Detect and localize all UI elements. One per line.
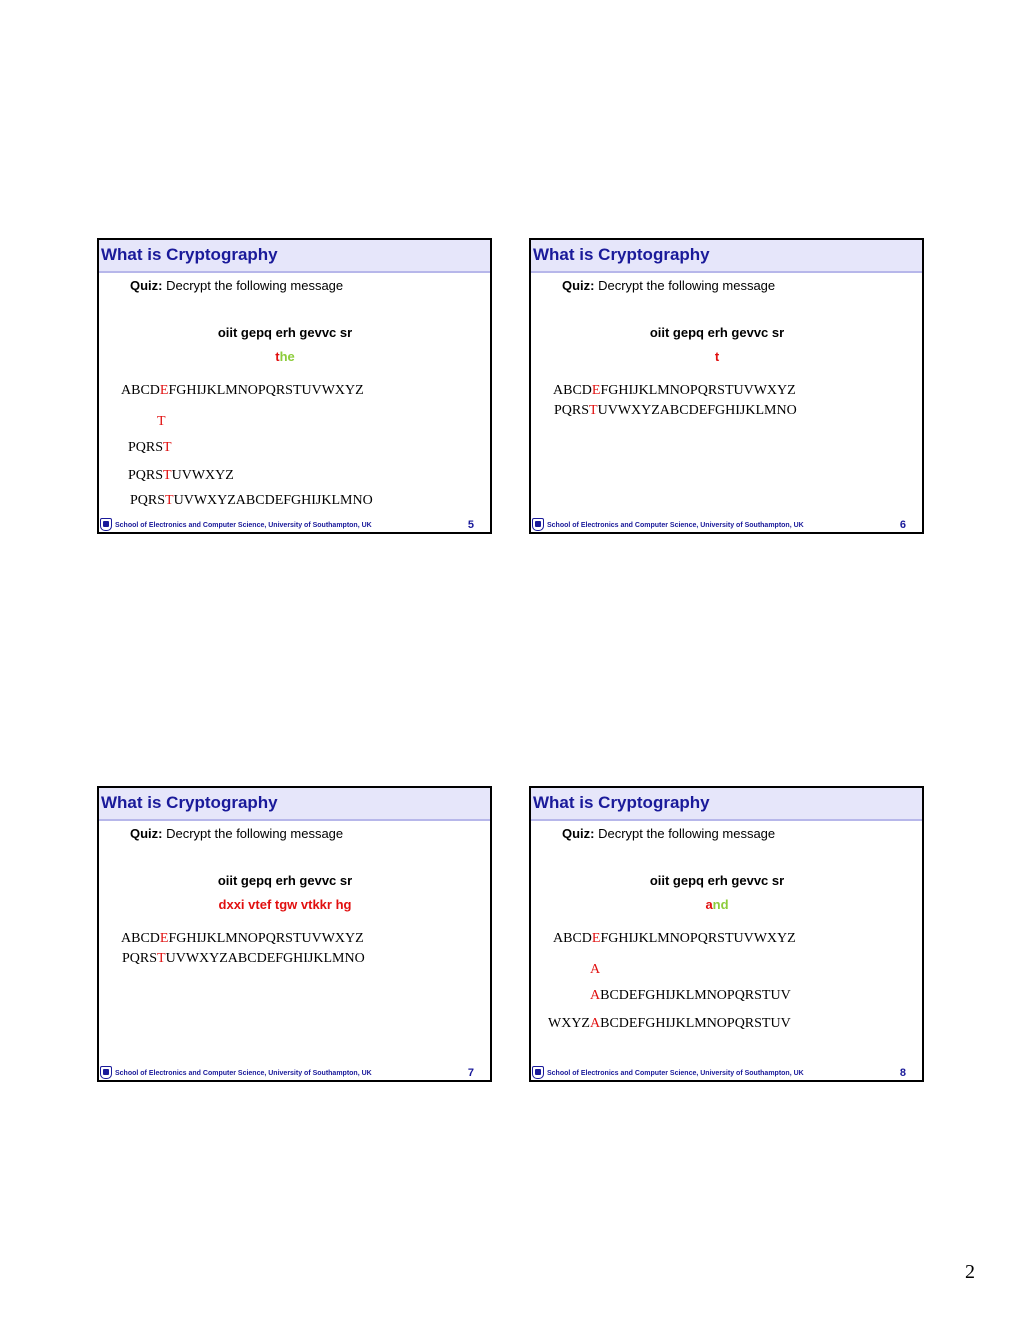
quiz-label: Quiz:	[130, 278, 163, 293]
alphabet-post: FGHIJKLMNOPQRSTUVWXYZ	[168, 383, 364, 398]
alphabet-post: FGHIJKLMNOPQRSTUVWXYZ	[600, 383, 796, 398]
slide-title: What is Cryptography	[101, 793, 278, 812]
alphabet-pre: ABCD	[121, 383, 160, 398]
plain-alphabet	[121, 383, 364, 399]
slide-title: What is Cryptography	[533, 793, 710, 812]
quiz-text: Decrypt the following message	[594, 278, 776, 293]
step2-post: BCDEFGHIJKLMNOPQRSTUV	[600, 988, 791, 1003]
handout-page-number: 2	[965, 1261, 975, 1283]
quiz-text: Decrypt the following message	[162, 278, 344, 293]
ciphertext: oiit gepq erh gevvc sr	[649, 325, 785, 340]
alphabet-pre: ABCD	[553, 383, 592, 398]
alphabet-pre: ABCD	[553, 931, 592, 946]
step3-highlight: T	[163, 468, 172, 483]
step3-pre: WXYZ	[548, 1016, 590, 1031]
slide-6	[529, 238, 924, 534]
decrypted-answer	[99, 349, 471, 364]
decrypted-answer	[99, 897, 471, 912]
plain-alphabet	[121, 931, 364, 947]
university-crest-icon	[100, 1066, 112, 1079]
alphabet-highlight: E	[591, 383, 601, 398]
shift-post: UVWXYZABCDEFGHIJKLMNO	[165, 951, 365, 966]
slide-title-bar	[531, 240, 922, 273]
slide-5	[97, 238, 492, 534]
quiz-label: Quiz:	[562, 826, 595, 841]
shift-post: UVWXYZABCDEFGHIJKLMNO	[597, 403, 797, 418]
quiz-label: Quiz:	[130, 826, 163, 841]
slide-number: 6	[899, 519, 906, 531]
slide-number: 7	[467, 1067, 474, 1079]
slide-footer: School of Electronics and Computer Science, University of Southampton, UK	[115, 1070, 372, 1077]
slide-8	[529, 786, 924, 1082]
answer-red-part: t	[714, 349, 720, 364]
university-crest-icon	[100, 518, 112, 531]
answer-green-part: he	[279, 349, 295, 364]
quiz-prompt	[562, 826, 775, 841]
alphabet-highlight: E	[159, 931, 169, 946]
university-crest-icon	[532, 1066, 544, 1079]
shifted-alphabet	[122, 951, 365, 967]
answer-red-part: dxxi vtef tgw vtkkr hg	[218, 897, 352, 912]
slide-number: 8	[899, 1067, 906, 1079]
slide-7	[97, 786, 492, 1082]
shift-step-1: A	[590, 962, 601, 977]
step3-highlight: A	[590, 1016, 601, 1031]
slide-title: What is Cryptography	[533, 245, 710, 264]
step4-post: UVWXYZABCDEFGHIJKLMNO	[173, 493, 373, 508]
quiz-text: Decrypt the following message	[162, 826, 344, 841]
answer-red-part: a	[705, 897, 713, 912]
shift-step-1: T	[157, 414, 166, 429]
decrypted-answer	[531, 349, 903, 364]
alphabet-pre: ABCD	[121, 931, 160, 946]
slide-title-bar	[99, 788, 490, 821]
shift-step-4	[130, 493, 373, 509]
slide-footer: School of Electronics and Computer Science, University of Southampton, UK	[115, 522, 372, 529]
quiz-prompt	[562, 278, 775, 293]
step4-pre: PQRS	[130, 493, 166, 508]
answer-green-part: nd	[712, 897, 729, 912]
slide-title: What is Cryptography	[101, 245, 278, 264]
ciphertext: oiit gepq erh gevvc sr	[217, 325, 353, 340]
shift-step-2	[590, 988, 791, 1004]
slide-title-bar	[99, 240, 490, 273]
ciphertext: oiit gepq erh gevvc sr	[217, 873, 353, 888]
alphabet-highlight: E	[591, 931, 601, 946]
alphabet-highlight: E	[159, 383, 169, 398]
shift-highlight: T	[589, 403, 598, 418]
slide-number: 5	[467, 519, 474, 531]
university-crest-icon	[532, 518, 544, 531]
slide-footer: School of Electronics and Computer Science, University of Southampton, UK	[547, 522, 804, 529]
plain-alphabet	[553, 383, 796, 399]
step3-pre: PQRS	[128, 468, 164, 483]
step2-pre: PQRS	[128, 440, 164, 455]
step3-post: UVWXYZ	[171, 468, 234, 483]
plain-alphabet	[553, 931, 796, 947]
shift-highlight: T	[157, 951, 166, 966]
step2-highlight: T	[163, 440, 172, 455]
slide-title-bar	[531, 788, 922, 821]
shifted-alphabet	[554, 403, 797, 419]
shift-step-2	[128, 440, 172, 456]
quiz-prompt	[130, 826, 343, 841]
step3-post: BCDEFGHIJKLMNOPQRSTUV	[600, 1016, 791, 1031]
answer-red-part: t	[275, 349, 280, 364]
shift-step-3	[548, 1016, 791, 1032]
shift-pre: PQRS	[122, 951, 158, 966]
alphabet-post: FGHIJKLMNOPQRSTUVWXYZ	[600, 931, 796, 946]
quiz-prompt	[130, 278, 343, 293]
shift-pre: PQRS	[554, 403, 590, 418]
ciphertext: oiit gepq erh gevvc sr	[649, 873, 785, 888]
decrypted-answer	[531, 897, 903, 912]
quiz-label: Quiz:	[562, 278, 595, 293]
step2-highlight: A	[590, 988, 601, 1003]
shift-step-3	[128, 468, 234, 484]
alphabet-post: FGHIJKLMNOPQRSTUVWXYZ	[168, 931, 364, 946]
quiz-text: Decrypt the following message	[594, 826, 776, 841]
slide-footer: School of Electronics and Computer Science, University of Southampton, UK	[547, 1070, 804, 1077]
step4-highlight: T	[165, 493, 174, 508]
